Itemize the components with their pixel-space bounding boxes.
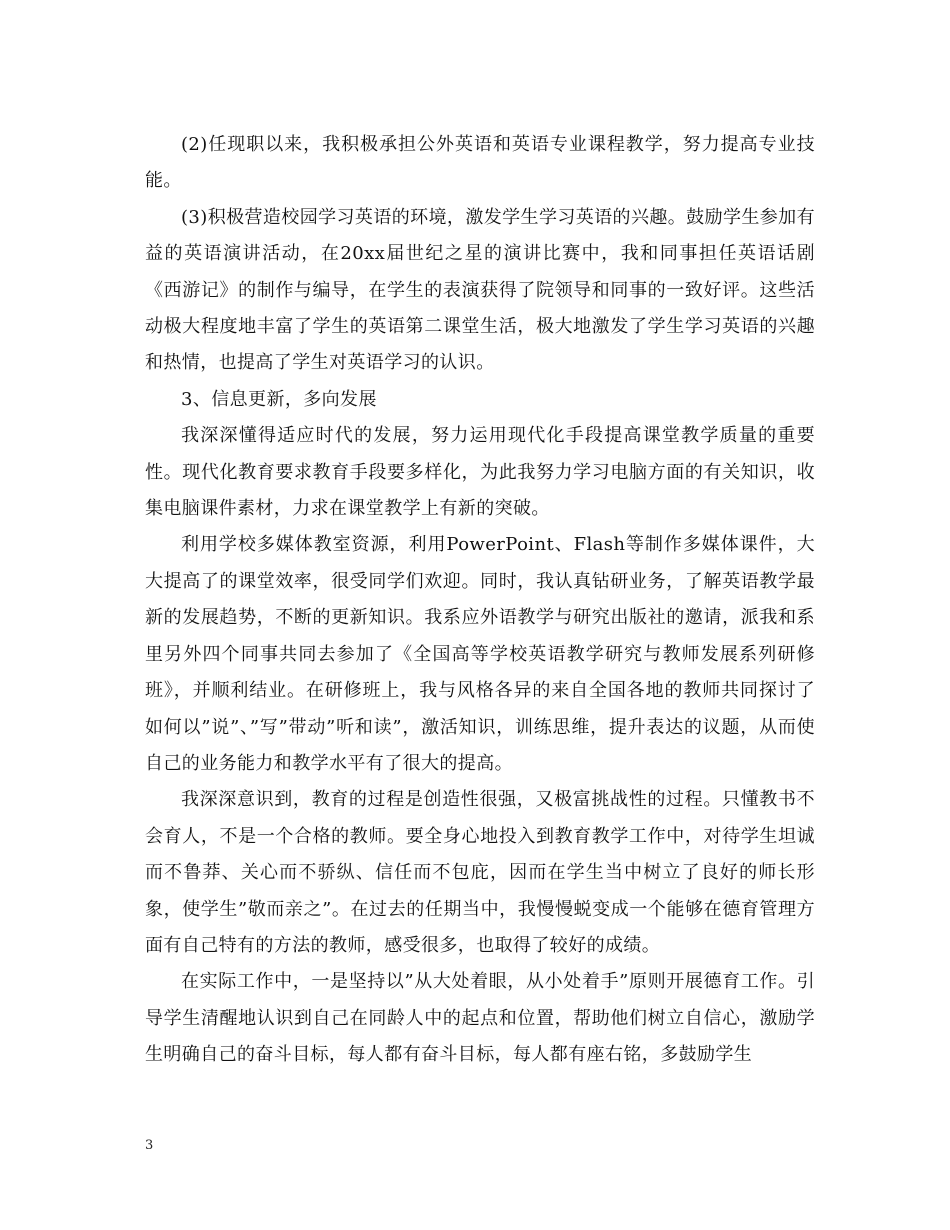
section-heading: 3、信息更新，多向发展 (181, 388, 377, 410)
paragraph-6: 在实际工作中，一是坚持以”从大处着眼，从小处着手”原则开展德育工作。引导学生清醒地认识到自己在同龄人中的起点和位置，帮助他们树立自信心，激励学生明确自己的奋斗目标，每人都有奋斗目标，每人都有座右铭，多鼓励学生 (145, 971, 815, 1066)
page-number: 3 (145, 1138, 154, 1153)
paragraph-4: 利用学校多媒体教室资源，利用PowerPoint、Flash等制作多媒体课件，大大提高了的课堂效率，很受同学们欢迎。同时，我认真钻研业务，了解英语教学最新的发展趋势，不断的更新知识。我系应外语教学与研究出版社的邀请，派我和系里另外四个同事共同去参加了《全国高等学校英语教学研究与教师发展系列研修班》，并顺利结业。在研修班上，我与风格各异的来自全国各地的教师共同探讨了如何以”说”、”写”带动”听和读”，激活知识，训练思维，提升表达的议题，从而使自己的业务能力和教学水平有了很大的提高。 (145, 534, 815, 774)
paragraph-5: 我深深意识到，教育的过程是创造性很强，又极富挑战性的过程。只懂教书不会育人，不是一个合格的教师。要全身心地投入到教育教学工作中，对待学生坦诚而不鲁莽、关心而不骄纵、信任而不包庇，因而在学生当中树立了良好的师长形象，使学生”敬而亲之”。在过去的任期当中，我慢慢蜕变成一个能够在德育管理方面有自己特有的方法的教师，感受很多，也取得了较好的成绩。 (145, 789, 815, 956)
paragraph-3: 我深深懂得适应时代的发展，努力运用现代化手段提高课堂教学质量的重要性。现代化教育要求教育手段要多样化，为此我努力学习电脑方面的有关知识，收集电脑课件素材，力求在课堂教学上有新的突破。 (145, 425, 815, 520)
paragraph-2: (3)积极营造校园学习英语的环境，激发学生学习英语的兴趣。鼓励学生参加有益的英语演讲活动，在20xx届世纪之星的演讲比赛中，我和同事担任英语话剧《西游记》的制作与编导，在学生的表演获得了院领导和同事的一致好评。这些活动极大程度地丰富了学生的英语第二课堂生活，极大地激发了学生学习英语的兴趣和热情，也提高了学生对英语学习的认识。 (145, 206, 815, 374)
paragraph-1: (2)任现职以来，我积极承担公外英语和英语专业课程教学，努力提高专业技能。 (145, 134, 815, 192)
document-body (145, 127, 815, 1074)
